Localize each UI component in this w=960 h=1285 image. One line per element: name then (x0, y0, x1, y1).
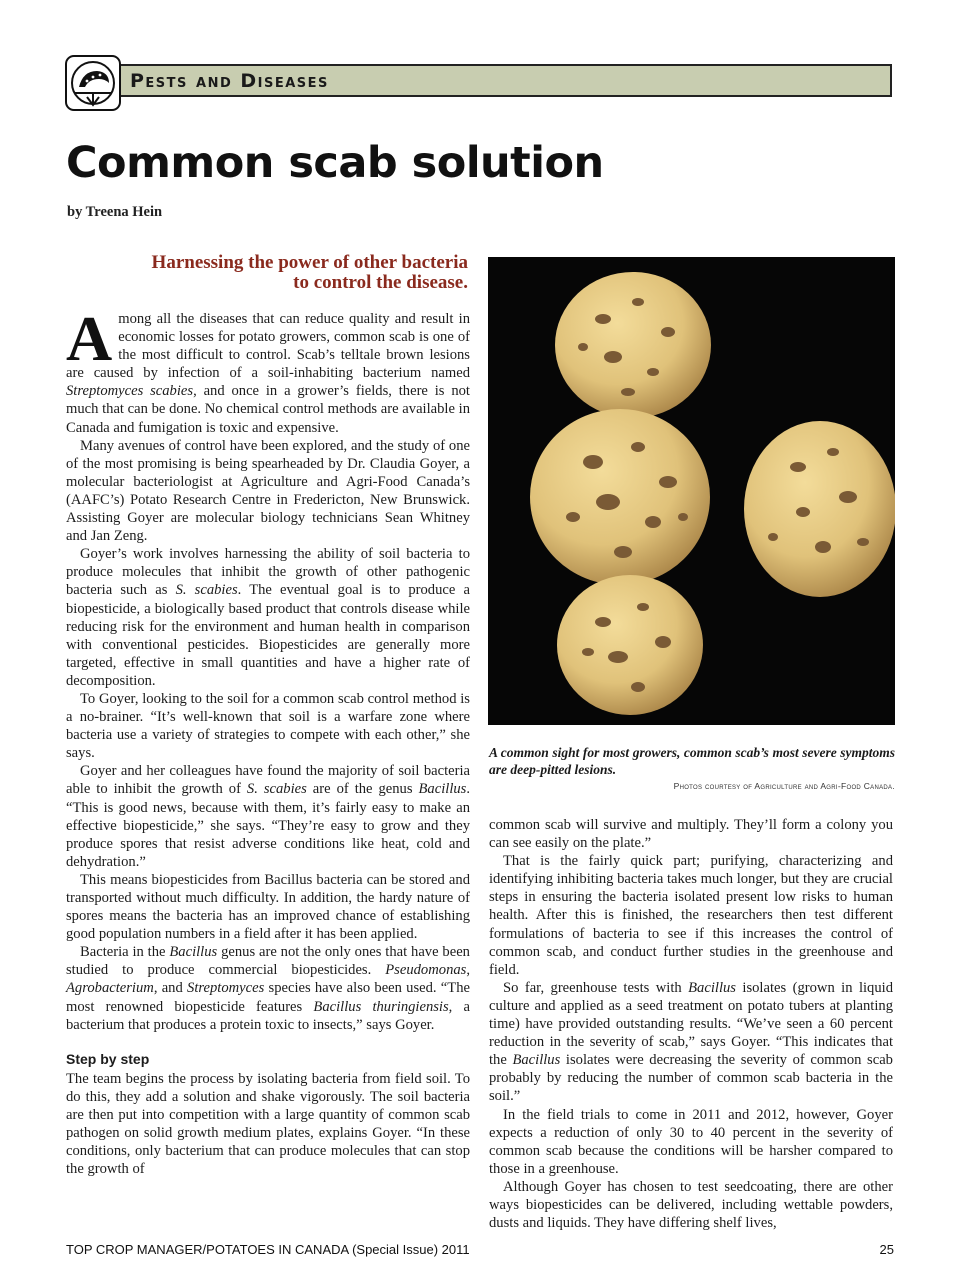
section-header-bar (117, 64, 892, 97)
text: are of the genus (306, 781, 419, 798)
paragraph-1 (66, 303, 470, 437)
byline: by Treena Hein (67, 204, 163, 220)
text: Bacteria in the (80, 944, 170, 961)
subsection-heading: Step by step (66, 1050, 150, 1067)
genus-name: Bacillus (169, 944, 218, 961)
paragraph-5 (66, 762, 470, 871)
text: genus are not the only ones that have been studied to produce commercial biopesticides. (66, 944, 470, 979)
genus-name: Bacillus (512, 1052, 561, 1069)
paragraph-r5: Although Goyer has chosen to test seedcoating, there are other ways biopesticides can be delivered, including wettable powders, dusts and liquids. They have differing shelf lives, (489, 1178, 893, 1232)
genus-name: Agrobacterium (66, 980, 154, 997)
text: mong all the diseases that can reduce quality and result in economic losses for potato growers, common scab is one of the most difficult to control. Scab’s telltale brown lesions are caused by infection of a soil-inhabiting bacterium named (66, 311, 470, 382)
potato-photo (488, 257, 895, 725)
text: , and once in a grower’s fields, there is not much that can be done. No chemical control methods are available in Canada and fumigation is toxic and expensive. (66, 383, 470, 436)
paragraph-8: The team begins the process by isolating bacteria from field soil. To do this, they add a solution and shake vigorously. The soil bacteria are then put into competition with a large quantity of common scab pathogen on solid growth medium plates, explains Goyer. “In these conditions, only bacterium that can produce molecules that can stop the growth of (66, 1070, 470, 1178)
text: So far, greenhouse tests with (503, 979, 689, 996)
section-title: Pests and Diseases (130, 70, 329, 92)
photo-credit: Photos courtesy of Agriculture and Agri-Food Canada. (673, 781, 895, 791)
potato-middle (530, 409, 710, 585)
genus-name: Streptomyces (187, 980, 265, 997)
species-name: S. scabies (246, 781, 307, 798)
potato-right (744, 421, 895, 597)
paragraph-4: To Goyer, looking to the soil for a common scab control method is a no-brainer. “It’s well-known that soil is a warfare zone where bacteria use a variety of strategies to compete with each other,” she says. (66, 690, 470, 762)
text: , and (153, 980, 188, 997)
paragraph-r1: common scab will survive and multiply. They’ll form a colony you can see easily on the plate.” (489, 817, 893, 852)
left-column (66, 303, 471, 1178)
paragraph-r2: That is the fairly quick part; purifying, characterizing and identifying inhibiting bacteria takes much longer, but they are crucial steps in ensuring the bacteria isolated present low risks to human health. After this is finished, the researchers then test different formulations of bacteria to see if this increases the control of common scab, and conduct further studies in the greenhouse and field. (489, 853, 893, 978)
text: isolates were decreasing the severity of common scab probably by reducing the number of common scab bacteria in the soil.” (489, 1052, 893, 1105)
right-column (489, 816, 893, 1232)
photo-caption: A common sight for most growers, common scab’s most severe symptoms are deep-pitted lesions. (489, 745, 895, 777)
page-number: 25 (879, 1242, 894, 1257)
genus-name: Bacillus (688, 979, 736, 996)
section-logo (65, 55, 121, 111)
text: species have also been used. “The most renowned biopesticide features (66, 980, 470, 1015)
potato-top (555, 272, 711, 418)
species-name: S. scabies (175, 582, 238, 599)
subhead (100, 253, 468, 293)
paragraph-r4: In the field trials to come in 2011 and 2012, however, Goyer expects a reduction of only 30 to 40 percent in the severity of common scab because the conditions will be harsher compared to those in a greenhouse. (489, 1106, 893, 1177)
text: , a bacterium that produces a protein toxic to insects,” says Goyer. (66, 998, 470, 1033)
text: . The eventual goal is to produce a biopesticide, a biologically based product that controls disease while reducing risk for the environment and human health in comparison with conventional pesticides. Biopesticides are generally more targeted, effective in small quantities and have a higher rate of decomposition. (66, 582, 470, 689)
footer-publication: TOP CROP MANAGER/POTATOES IN CANADA (Special Issue) 2011 (66, 1242, 470, 1257)
drop-cap: A (66, 303, 113, 374)
article-title: Common scab solution (66, 138, 604, 188)
species-name: Streptomyces scabies (66, 383, 194, 400)
paragraph-6: This means biopesticides from Bacillus bacteria can be stored and transported without much difficulty. In addition, the hardy nature of spores means the bacteria has an improved chance of establishing good population numbers in a field after it has been applied. (66, 871, 470, 943)
species-name: Bacillus thuringiensis (313, 998, 449, 1015)
potato-bottom (557, 575, 703, 715)
subhead-line-2: to control the disease. (293, 272, 468, 293)
paragraph-2: Many avenues of control have been explored, and the study of one of the most promising is being spearheaded by Dr. Claudia Goyer, a molecular bacteriologist at Agriculture and Agri-Food Canada’s (AAFC’s) Potato Research Centre in Fredericton, New Brunswick. Assisting Goyer are molecular biology technicians Sean Whitney and Jan Zeng. (66, 437, 470, 545)
text: Goyer and her colleagues have found the majority of soil bacteria able to inhibit the growth of (66, 763, 470, 798)
text: Goyer’s work involves harnessing the ability of soil bacteria to produce molecules that inhibit the growth of other pathogenic bacteria such as (66, 546, 470, 599)
text: . “This is good news, because with them, it’s fairly easy to make an effective biopesticide,” she says. “They’re easy to grow and they produce spores that resist adverse conditions like heat, cold and dehydration.” (66, 781, 471, 870)
paragraph-3 (66, 545, 470, 690)
bug-icon (67, 57, 119, 109)
paragraph-7 (66, 943, 470, 1033)
potato-illustration (488, 257, 895, 725)
text: isolates (grown in liquid culture and applied as a seed treatment on potato tubers at planting time) have provided outstanding results. “We’ve seen a 60 percent reduction in the severity of scab,” says Goyer. “This indicates that the (489, 979, 893, 1069)
text: , (466, 962, 470, 979)
paragraph-r3 (489, 979, 893, 1106)
genus-name: Bacillus (418, 781, 467, 798)
subhead-line-1: Harnessing the power of other bacteria (151, 252, 468, 273)
genus-name: Pseudomonas (385, 962, 467, 979)
